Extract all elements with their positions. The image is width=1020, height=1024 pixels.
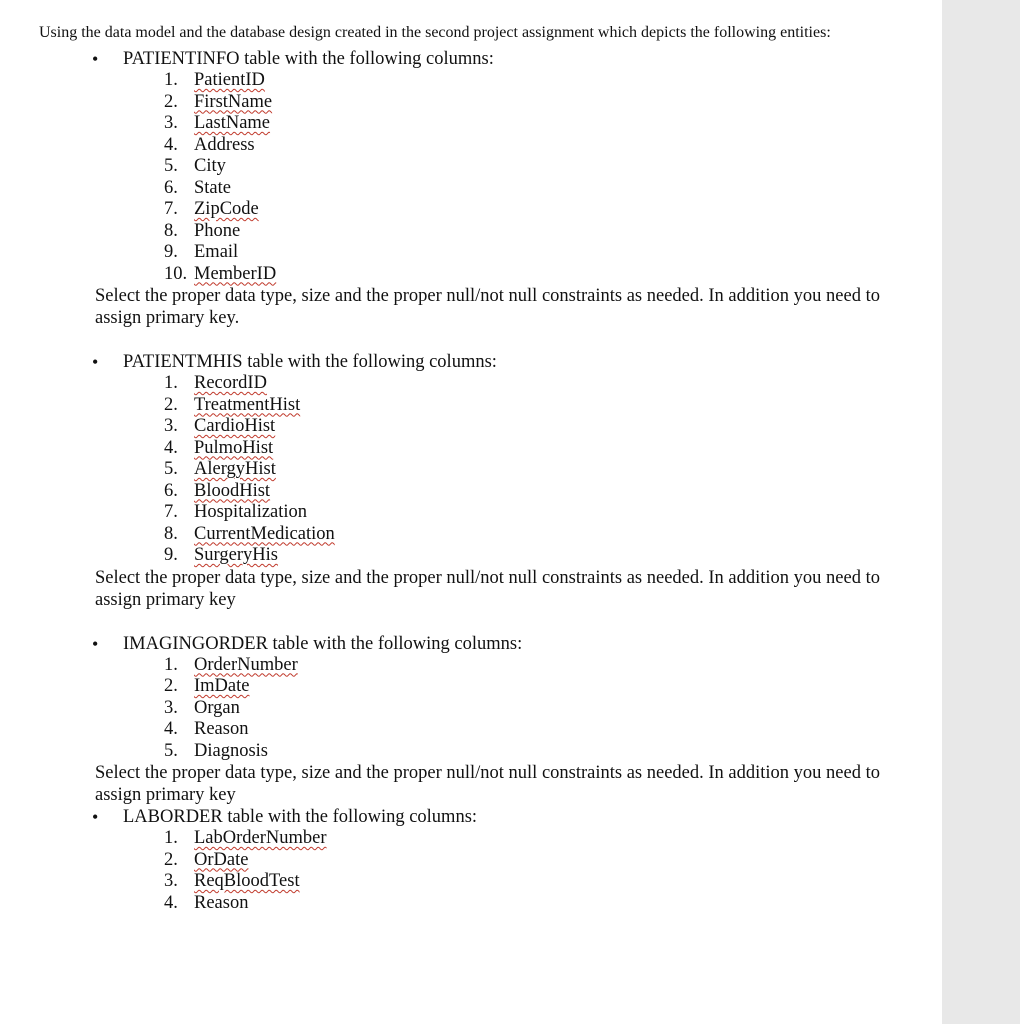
column-name: FirstName — [194, 91, 273, 112]
list-number: 3. — [164, 113, 178, 133]
column-name: OrderNumber — [194, 654, 298, 675]
column-name: BloodHist — [194, 480, 271, 501]
list-number: 9. — [164, 545, 178, 565]
bullet-icon: • — [92, 352, 99, 372]
instruction-text: Select the proper data type, size and the proper null/not null constraints as needed. In addition you need to assign primary key — [95, 763, 880, 805]
column-name: State — [194, 177, 231, 198]
section-imagingorder — [39, 633, 909, 807]
list-item — [39, 655, 909, 677]
column-list — [39, 828, 909, 914]
list-item — [39, 156, 909, 178]
list-item — [39, 373, 909, 395]
list-item — [39, 828, 909, 850]
column-name: Diagnosis — [194, 740, 268, 761]
column-name: Address — [194, 134, 255, 155]
column-name: Phone — [194, 220, 241, 241]
list-number: 2. — [164, 676, 178, 696]
list-number: 4. — [164, 134, 178, 155]
section-patientinfo — [39, 48, 909, 329]
bullet-icon: • — [92, 807, 99, 827]
list-number: 3. — [164, 871, 178, 891]
list-item — [39, 481, 909, 503]
side-panel — [942, 0, 1020, 1024]
list-item — [39, 178, 909, 200]
list-item — [39, 545, 909, 567]
list-number: 1. — [164, 828, 178, 848]
list-item — [39, 850, 909, 872]
column-list — [39, 655, 909, 763]
list-number: 5. — [164, 740, 178, 761]
list-number: 4. — [164, 719, 178, 739]
list-item — [39, 199, 909, 221]
section-patientmhis — [39, 351, 909, 611]
list-item — [39, 242, 909, 264]
list-item — [39, 459, 909, 481]
section-laborder — [39, 806, 909, 914]
section-heading — [39, 351, 909, 373]
list-item — [39, 741, 909, 763]
list-number: 5. — [164, 156, 178, 176]
column-name: PulmoHist — [194, 437, 274, 458]
column-name: ReqBloodTest — [194, 871, 300, 891]
section-heading — [39, 633, 909, 655]
list-item — [39, 524, 909, 546]
spacer — [39, 329, 909, 351]
list-item — [39, 135, 909, 157]
list-number: 4. — [164, 892, 178, 913]
column-name: CardioHist — [194, 416, 276, 436]
column-name: ImDate — [194, 676, 250, 696]
list-item — [39, 698, 909, 720]
list-number: 3. — [164, 697, 178, 718]
spacer — [39, 611, 909, 633]
list-item — [39, 438, 909, 460]
list-item — [39, 113, 909, 135]
column-name: LastName — [194, 113, 271, 133]
list-item — [39, 893, 909, 915]
section-heading-text: PATIENTMHIS table with the following columns: — [123, 352, 497, 372]
column-name: Reason — [194, 892, 249, 913]
instruction-text: Select the proper data type, size and the proper null/not null constraints as needed. In addition you need to assign primary key — [95, 567, 880, 610]
list-number: 1. — [164, 70, 178, 90]
column-list — [39, 70, 909, 285]
column-name: Email — [194, 242, 239, 262]
column-name: Organ — [194, 697, 240, 718]
section-heading — [39, 806, 909, 828]
list-number: 8. — [164, 523, 178, 544]
list-number: 7. — [164, 199, 178, 219]
list-number: 10. — [164, 263, 188, 284]
document-body — [39, 23, 909, 914]
list-item — [39, 221, 909, 243]
list-item — [39, 871, 909, 893]
list-number: 5. — [164, 459, 178, 479]
bullet-icon: • — [92, 633, 99, 654]
section-heading-text: IMAGINGORDER table with the following columns: — [123, 633, 523, 654]
list-number: 6. — [164, 480, 178, 501]
list-number: 4. — [164, 437, 178, 458]
section-heading — [39, 48, 909, 70]
column-name: OrDate — [194, 849, 249, 870]
list-number: 1. — [164, 373, 178, 393]
list-number: 1. — [164, 654, 178, 675]
column-name: Hospitalization — [194, 502, 308, 522]
list-number: 9. — [164, 242, 178, 262]
list-number: 6. — [164, 177, 178, 198]
list-item — [39, 395, 909, 417]
column-name: ZipCode — [194, 199, 259, 219]
list-number: 3. — [164, 416, 178, 436]
list-item — [39, 416, 909, 438]
column-name: City — [194, 156, 226, 176]
section-heading-text: PATIENTINFO table with the following columns: — [123, 49, 494, 69]
column-name: PatientID — [194, 70, 265, 90]
bullet-icon: • — [92, 49, 99, 69]
column-name: CurrentMedication — [194, 523, 335, 544]
column-name: LabOrderNumber — [194, 828, 327, 848]
list-item — [39, 264, 909, 286]
column-name: RecordID — [194, 373, 267, 393]
column-name: Reason — [194, 719, 249, 739]
list-number: 2. — [164, 849, 178, 870]
column-name: MemberID — [194, 263, 277, 284]
list-number: 7. — [164, 502, 178, 522]
list-number: 2. — [164, 91, 178, 112]
list-item — [39, 92, 909, 114]
section-heading-text: LABORDER table with the following columns: — [123, 807, 478, 827]
list-item — [39, 719, 909, 741]
column-name: TreatmentHist — [194, 394, 301, 415]
list-number: 8. — [164, 220, 178, 241]
column-name: SurgeryHis — [194, 545, 278, 565]
list-item — [39, 502, 909, 524]
column-name: AlergyHist — [194, 459, 276, 479]
instruction-text: Select the proper data type, size and the proper null/not null constraints as needed. In addition you need to assign primary key. — [95, 286, 880, 328]
list-number: 2. — [164, 394, 178, 415]
column-list — [39, 373, 909, 567]
list-item — [39, 70, 909, 92]
intro-paragraph: Using the data model and the database design created in the second project assignment which depicts the following entities: — [39, 24, 831, 41]
list-item — [39, 676, 909, 698]
